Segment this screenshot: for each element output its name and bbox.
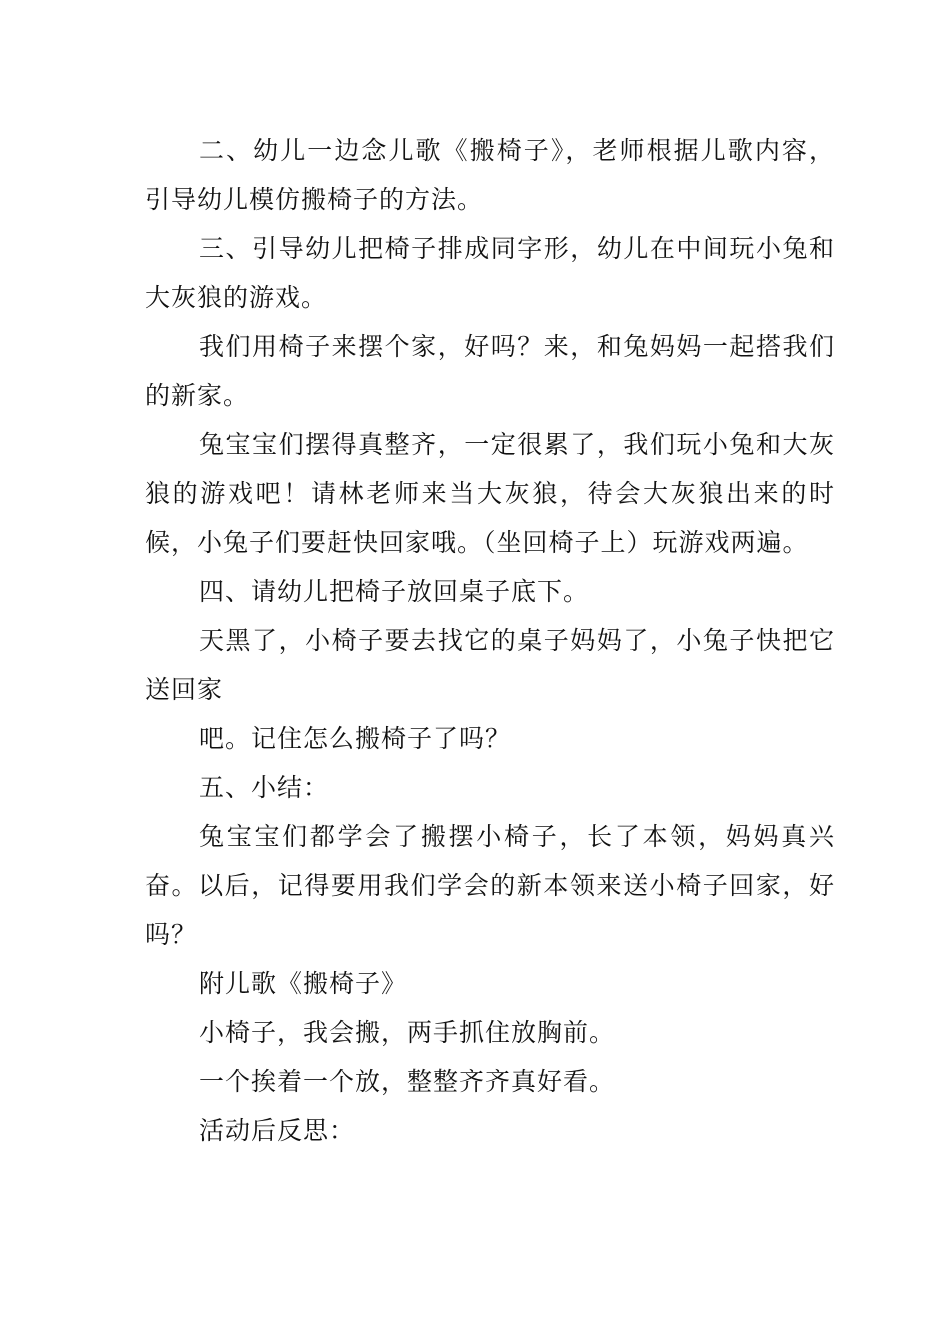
paragraph-build-home: 我们用椅子来摆个家，好吗？来，和兔妈妈一起搭我们的新家。: [145, 332, 835, 410]
paragraph-step-four: 四、请幼儿把椅子放回桌子底下。: [199, 577, 590, 606]
document-body: [145, 126, 835, 1155]
paragraph-night-fallen: 天黑了，小椅子要去找它的桌子妈妈了，小兔子快把它送回家: [145, 626, 835, 704]
paragraph-song-line-one: 小椅子，我会搬，两手抓住放胸前。: [199, 1018, 616, 1047]
paragraph-song-line-two: 一个挨着一个放，整整齐齐真好看。: [199, 1067, 616, 1096]
paragraph-summary: 兔宝宝们都学会了搬摆小椅子，长了本领，妈妈真兴奋。以后，记得要用我们学会的新本领来送小椅子回家，好吗？: [145, 822, 835, 949]
paragraph-game-instructions: 兔宝宝们摆得真整齐，一定很累了，我们玩小兔和大灰狼的游戏吧！请林老师来当大灰狼，待会大灰狼出来的时候，小兔子们要赶快回家哦。（坐回椅子上）玩游戏两遍。: [145, 430, 835, 557]
paragraph-step-two: 二、幼儿一边念儿歌《搬椅子》，老师根据儿歌内容，引导幼儿模仿搬椅子的方法。: [145, 136, 835, 214]
paragraph-step-three: 三、引导幼儿把椅子排成同字形，幼儿在中间玩小兔和大灰狼的游戏。: [145, 234, 835, 312]
paragraph-reflection-heading: 活动后反思：: [199, 1116, 356, 1145]
paragraph-song-title: 附儿歌《搬椅子》: [199, 969, 408, 998]
paragraph-step-five: 五、小结：: [199, 773, 330, 802]
paragraph-remember-question: 吧。记住怎么搬椅子了吗？: [199, 724, 512, 753]
